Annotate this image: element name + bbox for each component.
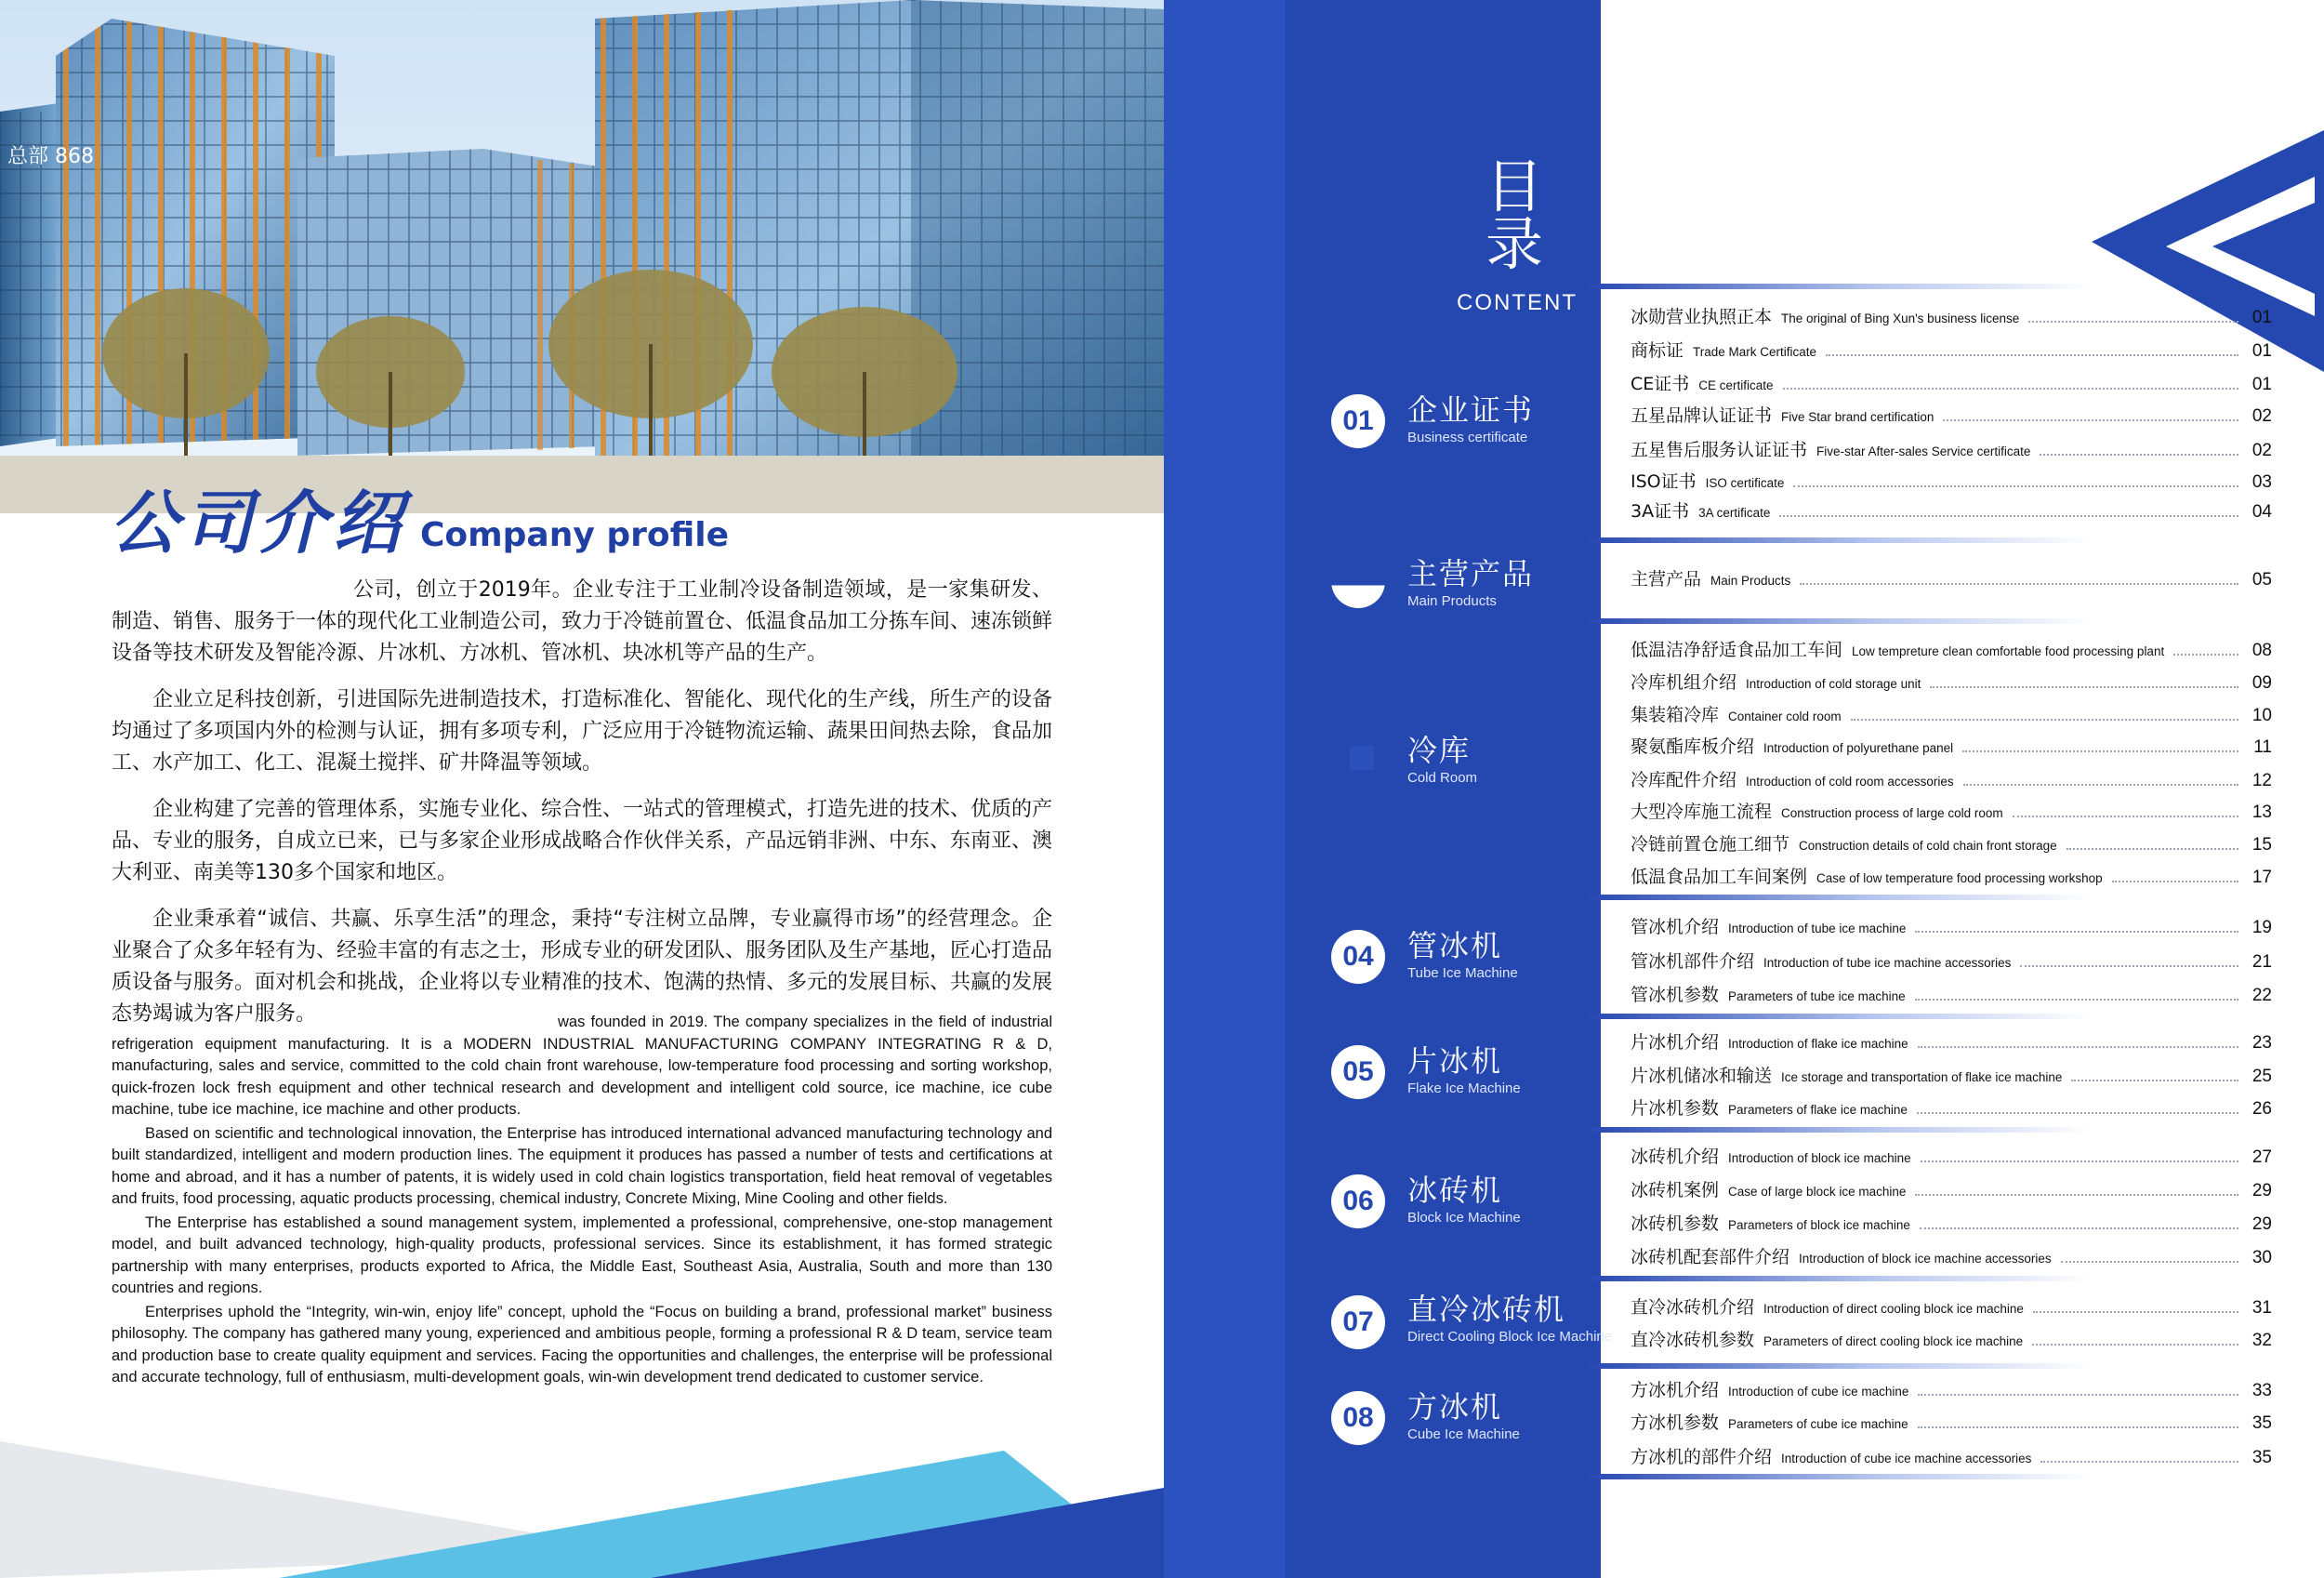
entry-title-cn: 冰砖机介绍 [1631,1147,1720,1167]
table-of-contents-page [1164,0,2324,1578]
leader-dots [1918,1426,2238,1428]
toc-entry[interactable] [1631,831,2272,854]
leader-dots [1915,999,2238,1001]
entry-title-cn: 冰勋营业执照正本 [1631,307,1773,327]
section-number-badge: 08 [1331,1391,1385,1445]
cn-paragraph: 企业构建了完善的管理体系，实施专业化、综合性、一站式的管理模式，打造先进的技术、优质的产品、专业的服务，自成立已来，已与多家企业形成战略合作伙伴关系，产品远销非洲、中东、东南亚、澳大利亚、南美等130多个国家和地区。 [112,798,1053,884]
entry-title-en: Introduction of tube ice machine [1728,922,1907,936]
section-number-badge: 07 [1331,1295,1385,1349]
toc-entry[interactable] [1631,702,2272,724]
leader-dots [1917,1112,2238,1114]
toc-entry[interactable] [1631,1410,2272,1432]
toc-entry[interactable] [1631,498,2272,521]
entry-title-en: Introduction of flake ice machine [1728,1037,1908,1052]
toc-entry[interactable] [1631,1244,2272,1266]
section-number-badge: 01 [1331,394,1385,448]
en-paragraph: Enterprises uphold the “Integrity, win-win, enjoy life” concept, uphold the “Focus on building a brand, professional market” business philosophy. The company has gathered many young, experienced and ambitious people, forming a professional R & D team, service team and production base to create quality equipment and services. Facing the opportunities and challenges, the enterprise will be professional and accurate technology, full of enthusiasm, multi-development goals, win-win development trend dedicated to customer service. [112,1303,1052,1386]
entry-title-en: Introduction of cold room accessories [1746,775,1954,789]
page-number: 15 [2251,835,2272,855]
section-divider [1313,618,2093,624]
title-chinese: 公司介绍 [110,484,407,564]
entry-title-cn: 冰砖机案例 [1631,1180,1720,1200]
cn-paragraph: 公司，创立于2019年。企业专注于工业制冷设备制造领域，是一家集研发、制造、销售、服务于一体的现代化工业制造公司，致力于冷链前置仓、低温食品加工分拣车间、速冻锁鲜设备等技术研发及智能冷源、片冰机、方冰机、管冰机、块冰机等产品的生产。 [112,578,1053,665]
page-number: 11 [2253,737,2272,757]
section-title-en: Main Products [1407,593,1497,609]
entry-title-en: Ice storage and transportation of flake ice machine [1781,1070,2063,1085]
entry-title-en: Parameters of tube ice machine [1728,989,1906,1004]
section-divider [1313,537,2093,543]
leader-dots [2040,454,2238,456]
cn-paragraph: 企业秉承着“诚信、共赢、乐享生活”的理念，秉持“专注树立品牌，专业赢得市场”的经营理念。企业聚合了众多年轻有为、经验丰富的有志之士，形成专业的研发团队、服务团队及生产基地，匠心打造品质设备与服务。面对机会和挑战，企业将以专业精准的技术、饱满的热情、多元的发展目标、共赢的发展态势竭诚为客户服务。 [112,908,1053,1026]
section-title-en: Flake Ice Machine [1407,1081,1521,1096]
entry-title-cn: 五星售后服务认证证书 [1631,440,1808,460]
section-title-en: Tube Ice Machine [1407,965,1518,981]
entry-title-cn: 方冰机介绍 [1631,1380,1720,1400]
toc-entry[interactable] [1631,1144,2272,1166]
decorative-triangles [0,1376,1164,1578]
entry-title-cn: 冰砖机参数 [1631,1213,1720,1234]
leader-dots [1779,515,2238,517]
leader-dots [2061,1261,2238,1263]
entry-title-cn: 直冷冰砖机参数 [1631,1330,1755,1350]
toc-entry[interactable] [1631,304,2272,326]
leader-dots [1943,419,2238,421]
entry-title-en: Introduction of block ice machine [1728,1151,1911,1166]
entry-title-en: Construction process of large cold room [1781,806,2003,821]
toc-title-en: CONTENT [1457,290,1578,315]
toc-entry[interactable] [1631,1444,2272,1466]
page-number: 17 [2251,868,2272,887]
page-number: 04 [2251,502,2272,522]
toc-entry[interactable] [1631,566,2272,589]
toc-entry[interactable] [1631,338,2272,360]
page-number: 30 [2251,1248,2272,1267]
page-number: 13 [2251,802,2272,822]
entry-title-cn: CE证书 [1631,374,1690,394]
leader-dots [1800,583,2238,585]
leader-dots [1918,1046,2238,1048]
leader-dots [2173,654,2238,656]
entry-title-en: Five Star brand certification [1781,410,1934,425]
toc-title-cn: 目 录 [1485,152,1560,278]
leader-dots [2040,1461,2238,1463]
entry-title-en: Construction details of cold chain front storage [1799,839,2057,854]
section-divider [1313,1127,2093,1133]
entry-title-en: Introduction of block ice machine accessories [1799,1252,2052,1266]
toc-entry[interactable] [1631,948,2272,971]
entry-title-en: CE certificate [1698,378,1774,393]
page-number: 08 [2251,641,2272,660]
page-number: 23 [2251,1033,2272,1053]
en-paragraph: was founded in 2019. The company specializes in the field of industrial refrigeration equipment manufacturing. It is a MODERN INDUSTRIAL MANUFACTURING COMPANY INTEGRATING R & D, manufacturing, sales and service, committed to the cold chain front warehouse, low-temperature food processing and sorting workshop, quick-frozen lock fresh equipment and other technical research and development and intelligent cold source, ice machine, ice cube machine, tube ice machine, ice machine and other products. [112,1014,1052,1118]
page-number: 26 [2251,1099,2272,1119]
toc-blue-strip [1164,0,1285,1578]
entry-title-cn: 主营产品 [1631,569,1702,590]
entry-title-cn: 管冰机参数 [1631,985,1720,1005]
leader-dots [1963,784,2238,786]
toc-entry[interactable] [1631,1327,2272,1349]
toc-entry[interactable] [1631,1377,2272,1399]
toc-entry[interactable] [1631,1294,2272,1317]
entry-title-en: Introduction of tube ice machine accessories [1763,956,2012,971]
entry-title-en: Case of large block ice machine [1728,1185,1907,1200]
entry-title-cn: 聚氨酯库板介绍 [1631,736,1755,757]
section-number-badge: 04 [1331,930,1385,984]
page-number: 29 [2251,1214,2272,1234]
entry-title-cn: 管冰机介绍 [1631,917,1720,937]
leader-dots [1962,750,2238,752]
page-number: 31 [2251,1298,2272,1318]
toc-entry[interactable] [1631,767,2272,789]
entry-title-en: Introduction of cube ice machine accessories [1781,1452,2032,1466]
section-title-cn[interactable]: 片冰机 [1407,1043,1503,1079]
toc-entry[interactable] [1631,1063,2272,1085]
toc-entry[interactable] [1631,403,2272,425]
entry-title-cn: 片冰机储冰和输送 [1631,1066,1773,1086]
section-title-en: Block Ice Machine [1407,1210,1521,1226]
entry-title-en: Five-star After-sales Service certificate [1816,444,2031,459]
leader-dots [2112,881,2238,882]
en-paragraph: Based on scientific and technological innovation, the Enterprise has introduced international advanced manufacturing technology and built standardized, intelligent and modern production lines. The equipment it produces has passed a number of tests and certifications at home and abroad, and it has a number of patents, it is widely used in cold chain logistics transportation, field heat removal of vegetables and fruits, food processing, aquatic products processing, chemical industry, Concrete Mixing, Mine Cooling and other fields. [112,1124,1052,1207]
photo-sign-text: 总部 868 [7,145,94,168]
entry-title-en: Trade Mark Certificate [1693,345,1817,360]
page-number: 29 [2251,1181,2272,1200]
toc-entry[interactable] [1631,670,2272,692]
page-number: 02 [2251,406,2272,426]
page-number: 01 [2251,375,2272,394]
section-number-badge: 05 [1331,1045,1385,1099]
page-number: 27 [2251,1147,2272,1167]
leader-dots [1921,1160,2238,1162]
leader-dots [2020,965,2238,967]
en-paragraph: The Enterprise has established a sound management system, implemented a professional, comprehensive, one-stop management model, and built advanced technology, high-quality products, professional services. Since its establishment, it has formed strategic partnership with many enterprises, products exported to Africa, the Middle East, Southeast Asia, Australia, South and more than 130 countries and regions. [112,1213,1052,1296]
page-number: 35 [2251,1413,2272,1433]
toc-entry[interactable] [1631,734,2272,756]
toc-entry[interactable] [1631,1029,2272,1052]
page-number: 05 [2251,570,2272,590]
leader-dots [1918,1394,2238,1396]
entry-title-en: Parameters of direct cooling block ice machine [1763,1334,2024,1349]
toc-entry[interactable] [1631,799,2272,821]
entry-title-cn: 商标证 [1631,340,1684,361]
entry-title-en: Introduction of cube ice machine [1728,1385,1909,1399]
entry-title-cn: 五星品牌认证证书 [1631,405,1773,426]
leader-dots [1851,719,2238,721]
toc-entry[interactable] [1631,469,2272,491]
section-number-badge: 06 [1331,1174,1385,1228]
leader-dots [1826,354,2238,356]
entry-title-cn: 方冰机的部件介绍 [1631,1447,1773,1467]
entry-title-en: Parameters of flake ice machine [1728,1103,1908,1118]
entry-title-en: Introduction of polyurethane panel [1763,741,1954,756]
section-title-en: Business certificate [1407,430,1528,445]
page-number: 35 [2251,1448,2272,1467]
entry-title-cn: 低温洁净舒适食品加工车间 [1631,640,1843,660]
toc-entry[interactable] [1631,864,2272,886]
section-title-en: Cold Room [1407,770,1478,786]
entry-title-cn: 管冰机部件介绍 [1631,951,1755,972]
leader-dots [2071,1080,2238,1081]
toc-entry[interactable] [1631,982,2272,1004]
section-title-en: Cube Ice Machine [1407,1426,1520,1442]
entry-title-cn: 片冰机参数 [1631,1098,1720,1119]
entry-title-cn: 冷链前置仓施工细节 [1631,834,1790,855]
entry-title-cn: ISO证书 [1631,471,1697,492]
leader-dots [1920,1227,2238,1229]
entry-title-cn: 冰砖机配套部件介绍 [1631,1247,1790,1267]
entry-title-cn: 3A证书 [1631,501,1690,522]
section-divider [1313,1014,2093,1019]
section-title-cn[interactable]: 企业证书 [1407,392,1535,428]
title-english: Company profile [420,516,730,554]
entry-title-cn: 冷库机组介绍 [1631,672,1737,693]
entry-title-en: Main Products [1710,574,1791,589]
leader-dots [1793,485,2238,487]
entry-title-cn: 冷库配件介绍 [1631,770,1737,790]
section-title-cn[interactable]: 方冰机 [1407,1389,1503,1425]
entry-title-en: The original of Bing Xun's business license [1781,312,2020,326]
section-title-cn[interactable]: 冷库 [1407,733,1472,768]
entry-title-cn: 低温食品加工车间案例 [1631,867,1808,887]
page-number: 21 [2251,952,2272,972]
page-number: 01 [2251,341,2272,361]
page-number: 02 [2251,441,2272,460]
page-number: 10 [2251,706,2272,725]
page-number: 25 [2251,1067,2272,1086]
page-number: 12 [2251,771,2272,790]
page-number: 01 [2251,308,2272,327]
toc-entry[interactable] [1631,1095,2272,1118]
entry-title-en: Parameters of block ice machine [1728,1218,1910,1233]
entry-title-en: Introduction of cold storage unit [1746,677,1921,692]
leader-dots [1783,388,2238,390]
page-number: 33 [2251,1381,2272,1400]
english-body-text [112,1012,1052,1391]
building-illustration [0,0,1164,513]
entry-title-cn: 集装箱冷库 [1631,705,1720,725]
leader-dots [2067,848,2238,850]
toc-entry[interactable] [1631,1211,2272,1233]
section-title-cn[interactable]: 主营产品 [1407,556,1535,591]
page-number: 09 [2251,673,2272,693]
page-number: 22 [2251,986,2272,1005]
leader-dots [1915,931,2238,933]
section-divider [1313,1474,2093,1479]
toc-heading [1433,152,1601,316]
section-title-cn[interactable]: 管冰机 [1407,928,1503,963]
chinese-body-text [112,575,1052,1045]
section-divider [1313,1363,2093,1369]
entry-title-cn: 方冰机参数 [1631,1412,1720,1433]
toc-entry[interactable] [1631,914,2272,936]
entry-title-cn: 大型冷库施工流程 [1631,802,1773,822]
leader-dots [2013,816,2238,817]
section-divider [1313,895,2093,900]
entry-title-en: Container cold room [1728,709,1842,724]
entry-title-en: Parameters of cube ice machine [1728,1417,1908,1432]
toc-entry[interactable] [1631,637,2272,659]
section-number-badge [1350,746,1374,770]
entry-title-cn: 片冰机介绍 [1631,1032,1720,1053]
page-title [110,474,730,564]
entry-title-en: ISO certificate [1705,476,1785,491]
section-divider [1313,1276,2093,1281]
section-number-badge [1331,554,1385,608]
leader-dots [1930,686,2238,688]
page-number: 03 [2251,472,2272,492]
entry-title-en: Case of low temperature food processing workshop [1816,871,2103,886]
leader-dots [2032,1344,2238,1346]
toc-entry[interactable] [1631,437,2272,459]
office-building-photo [0,0,1164,513]
page-number: 32 [2251,1331,2272,1350]
entry-title-cn: 直冷冰砖机介绍 [1631,1297,1755,1318]
entry-title-en: 3A certificate [1698,506,1771,521]
toc-entry[interactable] [1631,1177,2272,1200]
leader-dots [2033,1311,2238,1313]
cn-paragraph: 企业立足科技创新，引进国际先进制造技术，打造标准化、智能化、现代化的生产线，所生产的设备均通过了多项国内外的检测与认证，拥有多项专利，广泛应用于冷链物流运输、蔬果田间热去除，食品加工、水产加工、化工、混凝土搅拌、矿井降温等领域。 [112,688,1053,775]
entry-title-en: Low tempreture clean comfortable food processing plant [1852,644,2165,659]
section-divider [1313,284,2093,289]
leader-dots [1915,1194,2238,1196]
leader-dots [2028,321,2238,323]
page-number: 19 [2251,918,2272,937]
toc-entry[interactable] [1631,371,2272,393]
entry-title-en: Introduction of direct cooling block ice machine [1763,1302,2024,1317]
section-title-cn[interactable]: 直冷冰砖机 [1407,1292,1566,1327]
section-title-en: Direct Cooling Block Ice Machine [1407,1329,1613,1345]
section-title-cn[interactable]: 冰砖机 [1407,1173,1503,1208]
